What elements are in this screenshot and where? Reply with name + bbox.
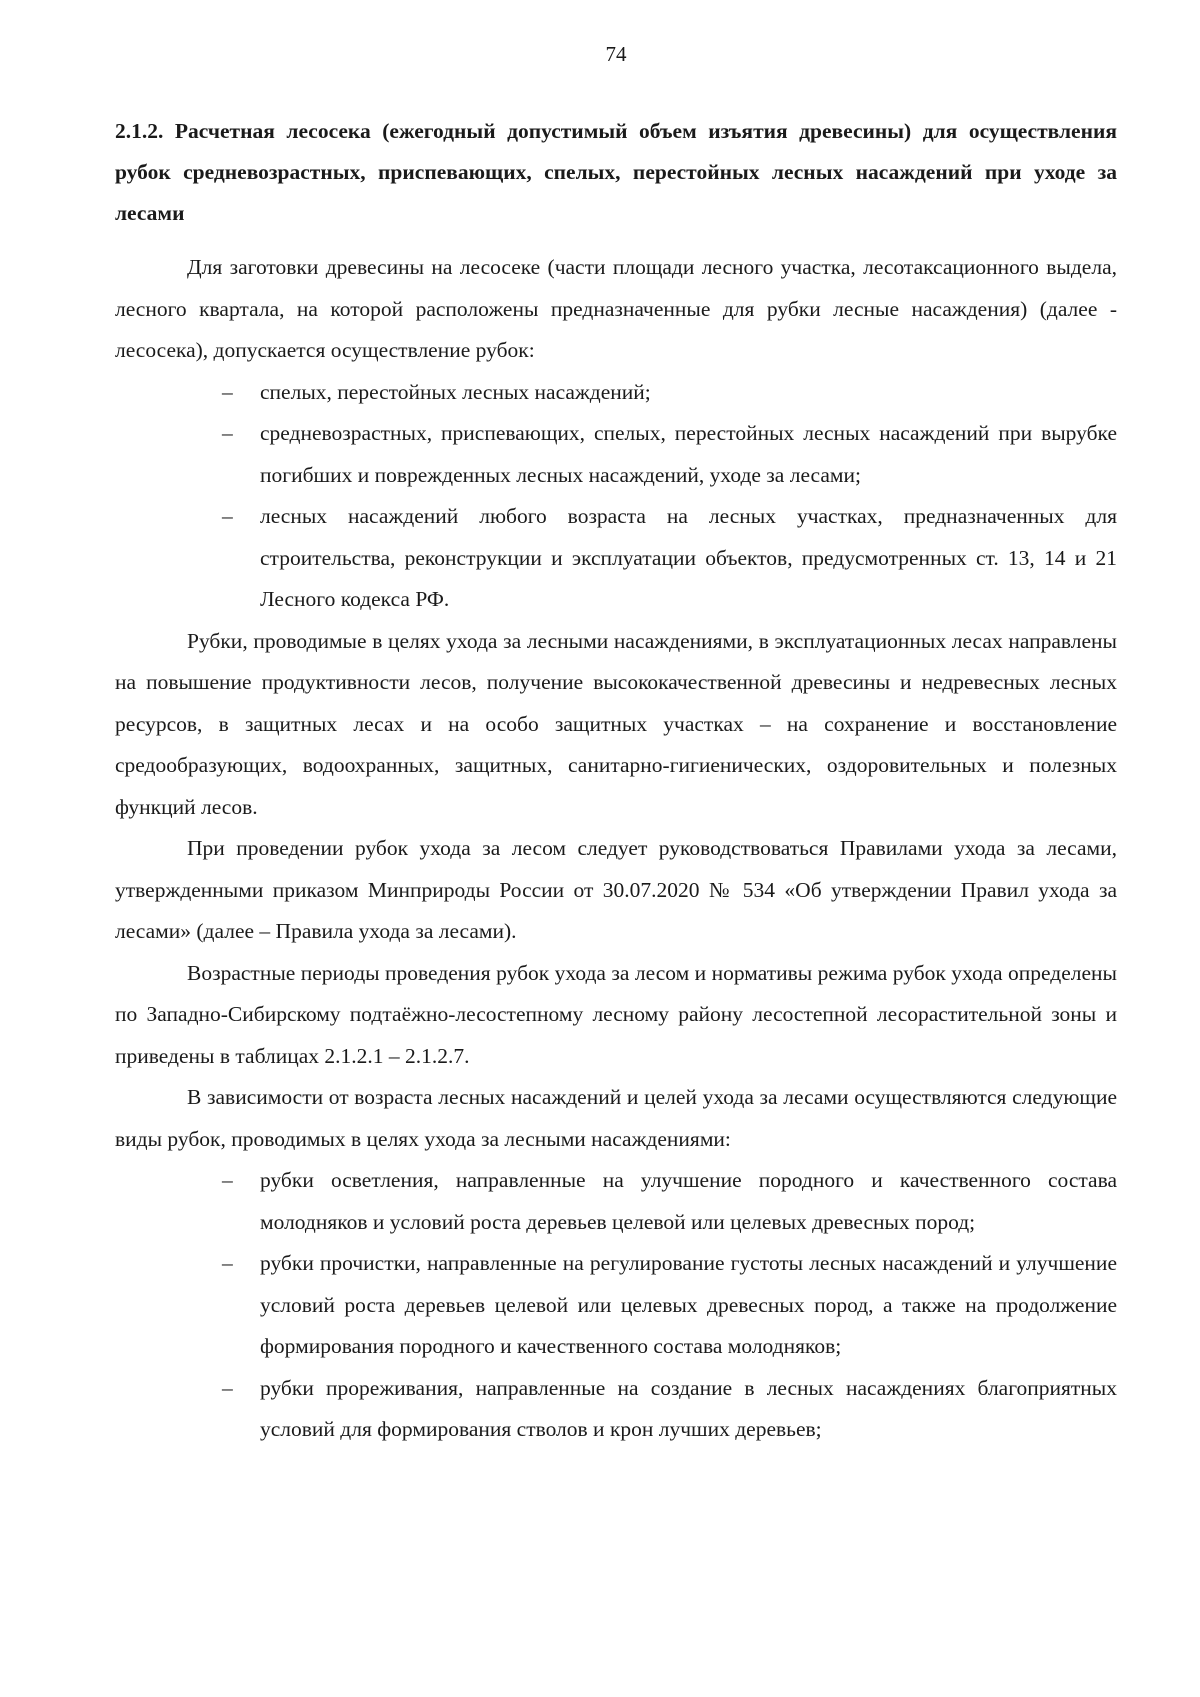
section-heading: 2.1.2. Расчетная лесосека (ежегодный допустимый объем изъятия древесины) для осуществления рубок средневозрастных, приспевающих, спелых, перестойных лесных насаждений при уходе за лесами (115, 119, 1117, 225)
list-item-text: спелых, перестойных лесных насаждений; (260, 379, 651, 404)
list-item-text: рубки осветления, направленные на улучшение породного и качественного состава молодняков и условий роста деревьев целевой или целевых древесных пород; (260, 1168, 1117, 1234)
paragraph-purpose: Рубки, проводимые в целях ухода за лесными насаждениями, в эксплуатационных лесах направлены на повышение продуктивности лесов, получение высококачественной древесины и недревесных лесных ресурсов, в защитных лесах и на особо защитных участках – на сохранение и восстановление средообразующих, водоохранных, защитных, санитарно-гигиенических, оздоровительных и полезных функций лесов. (115, 628, 1117, 819)
list-item-text: лесных насаждений любого возраста на лесных участках, предназначенных для строительства, реконструкции и эксплуатации объектов, предусмотренных ст. 13, 14 и 21 Лесного кодекса РФ. (260, 504, 1117, 611)
dash-bullet: – (222, 1375, 233, 1400)
paragraph-rules: При проведении рубок ухода за лесом следует руководствоваться Правилами ухода за лесами, утвержденными приказом Минприроды России от 30.07.2020 № 534 «Об утверждении Правил ухода за лесами» (далее – Правила ухода за лесами). (115, 836, 1117, 943)
list-item-text: рубки прореживания, направленные на создание в лесных насаждениях благоприятных условий для формирования стволов и крон лучших деревьев; (260, 1375, 1117, 1441)
list-item (115, 413, 1117, 496)
list-item (115, 1368, 1117, 1451)
list-item (115, 496, 1117, 621)
list-item (115, 1160, 1117, 1243)
cutting-types-list (115, 372, 1117, 621)
paragraph-types-intro: В зависимости от возраста лесных насаждений и целей ухода за лесами осуществляются следующие виды рубок, проводимых в целях ухода за лесными насаждениями: (115, 1085, 1117, 1151)
page-number: 74 (605, 42, 627, 66)
dash-bullet: – (222, 1168, 233, 1192)
list-item-text: средневозрастных, приспевающих, спелых, перестойных лесных насаждений при вырубке погибших и поврежденных лесных насаждений, уходе за лесами; (260, 421, 1117, 487)
document-body (115, 247, 1117, 1451)
list-item (115, 372, 1117, 414)
care-cutting-types-list (115, 1160, 1117, 1451)
list-item (115, 1243, 1117, 1368)
list-item-text: рубки прочистки, направленные на регулирование густоты лесных насаждений и улучшение условий роста деревьев целевой или целевых древесных пород, а также на продолжение формирования породного и качественного состава молодняков; (260, 1251, 1117, 1358)
dash-bullet: – (222, 1251, 233, 1275)
dash-bullet: – (222, 379, 233, 404)
dash-bullet: – (222, 504, 233, 528)
paragraph-periods: Возрастные периоды проведения рубок ухода за лесом и нормативы режима рубок ухода определены по Западно-Сибирскому подтаёжно-лесостепному лесному району лесостепной лесорастительной зоны и приведены в таблицах 2.1.2.1 – 2.1.2.7. (115, 960, 1117, 1068)
paragraph-intro: Для заготовки древесины на лесосеке (части площади лесного участка, лесотаксационного выдела, лесного квартала, на которой расположены предназначенные для рубки лесные насаждения) (далее - лесосека), допускается осуществление рубок: (115, 255, 1117, 362)
dash-bullet: – (222, 421, 233, 445)
